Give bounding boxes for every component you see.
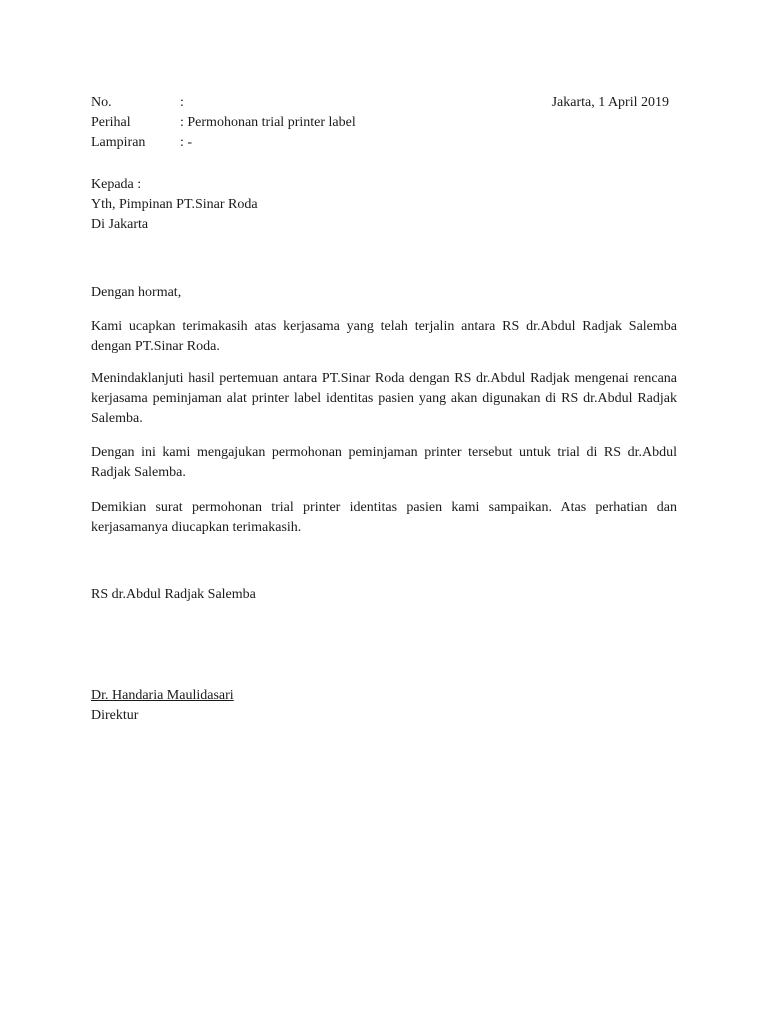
- body-paragraph: Dengan ini kami mengajukan permohonan peminjaman printer tersebut untuk trial di RS dr.Abdul Radjak Salemba.: [91, 445, 677, 480]
- letter-date: Jakarta, 1 April 2019: [551, 95, 669, 110]
- recipient-line-1: Kepada :: [91, 177, 142, 192]
- body-paragraph: Menindaklanjuti hasil pertemuan antara PT.Sinar Roda dengan RS dr.Abdul Radjak mengenai rencana kerjasama peminjaman alat printer label identitas pasien yang akan digunakan di RS dr.Abdul Radjak Salemba.: [91, 371, 677, 426]
- body-paragraph: Demikian surat permohonan trial printer identitas pasien kami sampaikan. Atas perhatian dan kerjasamanya diucapkan terimakasih.: [91, 500, 677, 535]
- header-perihal-row: [91, 113, 356, 133]
- header-no-row: [91, 93, 184, 113]
- header-lampiran-row: [91, 133, 192, 153]
- signature-institution: RS dr.Abdul Radjak Salemba: [91, 587, 256, 602]
- lampiran-value: : -: [180, 135, 193, 150]
- signature-name: Dr. Handaria Maulidasari: [91, 688, 234, 703]
- recipient-line-3: Di Jakarta: [91, 217, 149, 232]
- no-value: :: [180, 95, 184, 110]
- signature-title: Direktur: [91, 708, 139, 723]
- no-label: No.: [91, 95, 112, 110]
- perihal-value: : Permohonan trial printer label: [180, 115, 356, 130]
- greeting: Dengan hormat,: [91, 285, 182, 300]
- recipient-line-2: Yth, Pimpinan PT.Sinar Roda: [91, 197, 258, 212]
- body-paragraph: Kami ucapkan terimakasih atas kerjasama yang telah terjalin antara RS dr.Abdul Radjak Salemba dengan PT.Sinar Roda.: [91, 319, 677, 354]
- perihal-label: Perihal: [91, 115, 131, 130]
- lampiran-label: Lampiran: [91, 135, 146, 150]
